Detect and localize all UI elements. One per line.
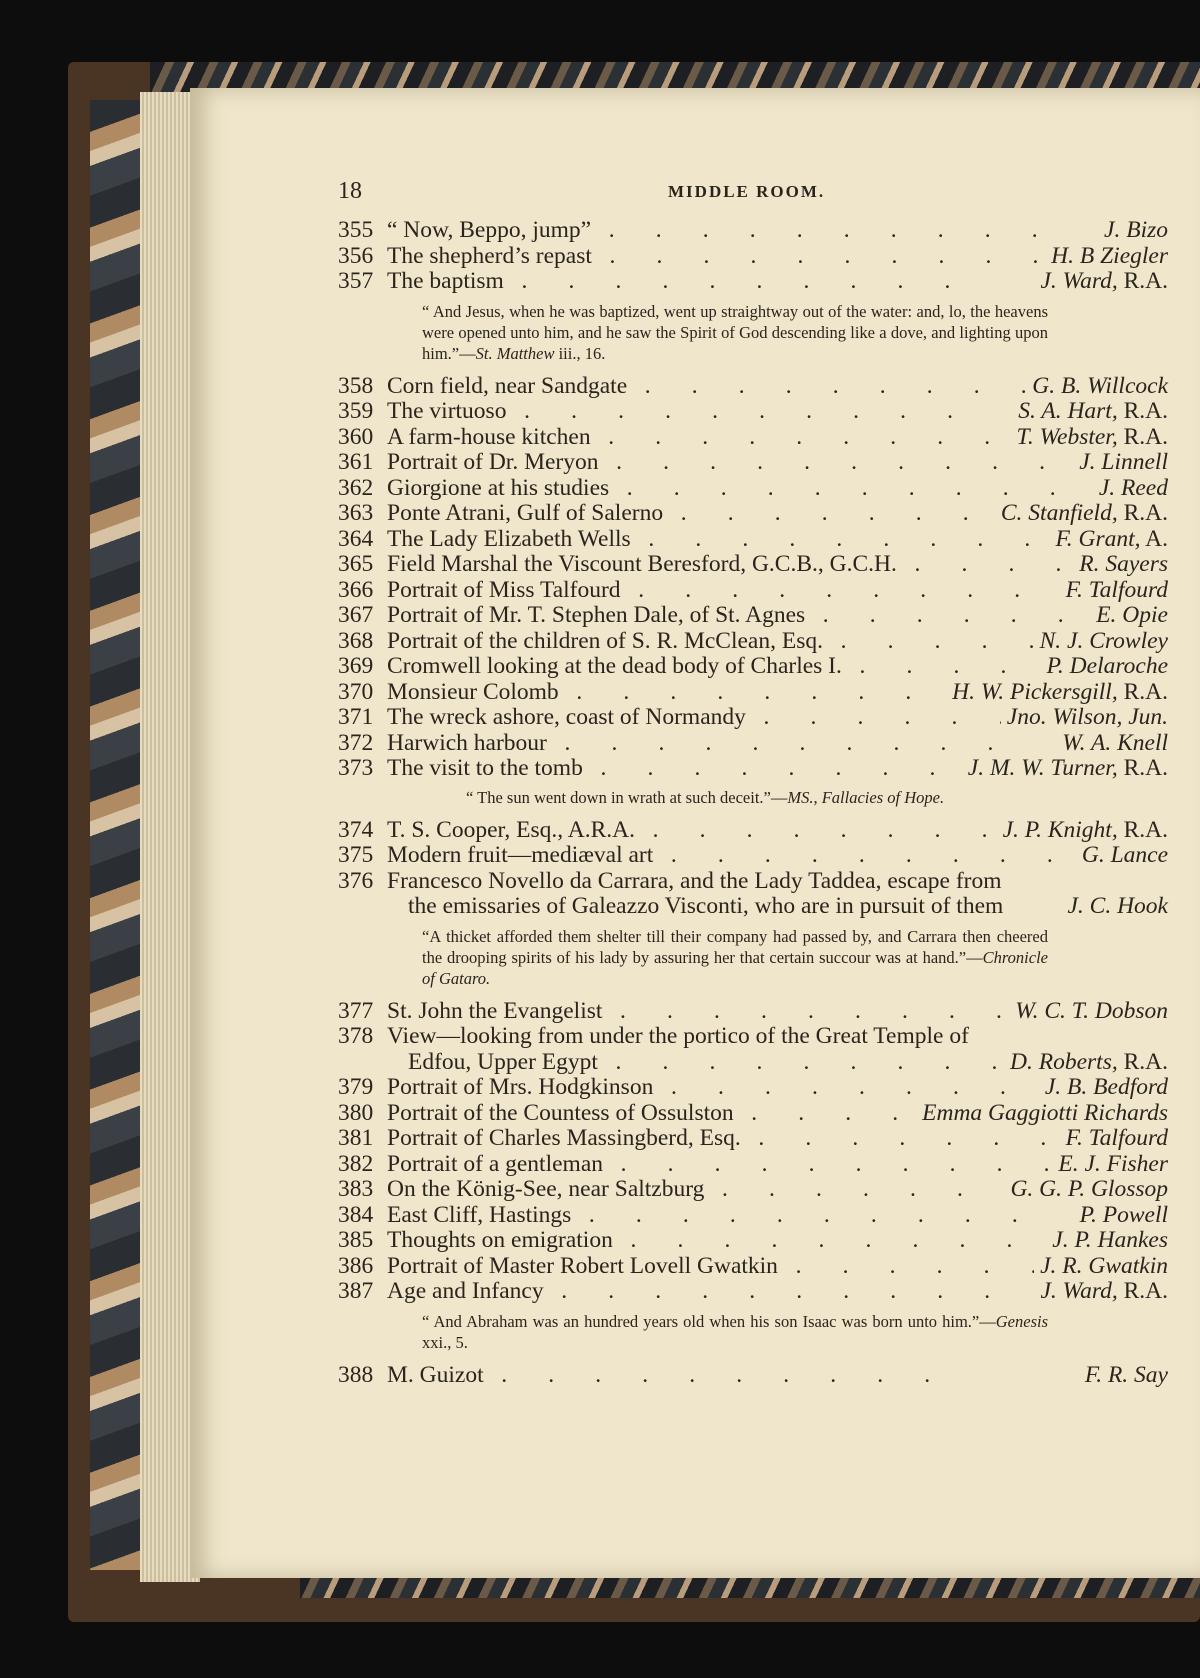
catalogue-entry-358: 358 Corn field, near Sandgate . G. B. Willcock (338, 374, 1168, 400)
catalogue-entry-377: 377 St. John the Evangelist . W. C. T. Dobson (338, 999, 1168, 1025)
catalogue-entry-363: 363 Ponte Atrani, Gulf of Salerno . C. Stanfield, R.A. (338, 501, 1168, 527)
quote-376: “A thicket afforded them shelter till their company had passed by, and Carrara then cheered the drooping spirits of his lady by assuring her that certain succour was at hand.”—Chronicle of Gataro. (422, 926, 1048, 988)
catalogue-list-c (338, 818, 1168, 869)
catalogue-entry-364: 364 The Lady Elizabeth Wells . F. Grant, A. (338, 527, 1168, 553)
quote-373: “ The sun went down in wrath at such deceit.”—MS., Fallacies of Hope. (466, 787, 945, 807)
page-number: 18 (338, 178, 362, 204)
catalogue-entry-369: 369 Cromwell looking at the dead body of Charles I. . P. Delaroche (338, 654, 1168, 680)
catalogue-entry-362: 362 Giorgione at his studies . J. Reed (338, 476, 1168, 502)
catalogue-entry-383: 383 On the König-See, near Saltzburg . G. G. P. Glossop (338, 1177, 1168, 1203)
catalogue-entry-379: 379 Portrait of Mrs. Hodgkinson . J. B. Bedford (338, 1075, 1168, 1101)
catalogue-entry-357: 357 The baptism . J. Ward, R.A. (338, 269, 1168, 295)
catalogue-entry-378-cont: Edfou, Upper Egypt . D. Roberts, R.A. (338, 1050, 1168, 1076)
page-content (338, 178, 1168, 1388)
catalogue-entry-380: 380 Portrait of the Countess of Ossulston . Emma Gaggiotti Richards (338, 1101, 1168, 1127)
catalogue-entry-368: 368 Portrait of the children of S. R. McClean, Esq. . N. J. Crowley (338, 629, 1168, 655)
catalogue-entry-378: 378 View—looking from under the portico of the Great Temple of (338, 1023, 969, 1049)
catalogue-entry-384: 384 East Cliff, Hastings . P. Powell (338, 1203, 1168, 1229)
catalogue-entry-360: 360 A farm-house kitchen . T. Webster, R.A. (338, 425, 1168, 451)
page-header (338, 178, 1168, 218)
catalogue-list-b (338, 374, 1168, 782)
catalogue-entry-388: 388 M. Guizot . F. R. Say (338, 1363, 1168, 1389)
catalogue-entry-356: 356 The shepherd’s repast . H. B Ziegler (338, 244, 1168, 270)
catalogue-entry-374: 374 T. S. Cooper, Esq., A.R.A. . J. P. Knight, R.A. (338, 818, 1168, 844)
quote-387: “ And Abraham was an hundred years old when his son Isaac was born unto him.”—Genesis xxi., 5. (422, 1311, 1048, 1352)
catalogue-entry-370: 370 Monsieur Colomb . H. W. Pickersgill, R.A. (338, 680, 1168, 706)
catalogue-entry-371: 371 The wreck ashore, coast of Normandy . Jno. Wilson, Jun. (338, 705, 1168, 731)
catalogue-entry-376-cont: the emissaries of Galeazzo Visconti, who are in pursuit of them J. C. Hook (408, 893, 1168, 919)
running-head: MIDDLE ROOM. (668, 182, 826, 201)
catalogue-entry-365: 365 Field Marshal the Viscount Beresford, G.C.B., G.C.H. . R. Sayers (338, 552, 1168, 578)
catalogue-entry-355: 355 “ Now, Beppo, jump” . J. Bizo (338, 218, 1168, 244)
catalogue-entry-359: 359 The virtuoso . S. A. Hart, R.A. (338, 399, 1168, 425)
catalogue-entry-375: 375 Modern fruit—mediæval art . G. Lance (338, 843, 1168, 869)
catalogue-entry-372: 372 Harwich harbour . W. A. Knell (338, 731, 1168, 757)
catalogue-entry-387: 387 Age and Infancy . J. Ward, R.A. (338, 1279, 1168, 1305)
catalogue-list-d (338, 1075, 1168, 1305)
catalogue-entry-373: 373 The visit to the tomb . J. M. W. Turner, R.A. (338, 756, 1168, 782)
catalogue-entry-381: 381 Portrait of Charles Massingberd, Esq. . F. Talfourd (338, 1126, 1168, 1152)
catalogue-entry-361: 361 Portrait of Dr. Meryon . J. Linnell (338, 450, 1168, 476)
quote-357: “ And Jesus, when he was baptized, went up straightway out of the water: and, lo, the heavens were opened unto him, and he saw the Spirit of God descending like a dove, and lighting upon him.”—St. Matthew iii., 16. (422, 301, 1048, 363)
catalogue-list-a (338, 218, 1168, 295)
catalogue-entry-367: 367 Portrait of Mr. T. Stephen Dale, of St. Agnes . E. Opie (338, 603, 1168, 629)
catalogue-entry-386: 386 Portrait of Master Robert Lovell Gwatkin . J. R. Gwatkin (338, 1254, 1168, 1280)
catalogue-entry-382: 382 Portrait of a gentleman . E. J. Fisher (338, 1152, 1168, 1178)
catalogue-entry-376: 376 Francesco Novello da Carrara, and the Lady Taddea, escape from (338, 867, 1002, 894)
catalogue-entry-385: 385 Thoughts on emigration . J. P. Hankes (338, 1228, 1168, 1254)
catalogue-entry-366: 366 Portrait of Miss Talfourd . F. Talfourd (338, 578, 1168, 604)
